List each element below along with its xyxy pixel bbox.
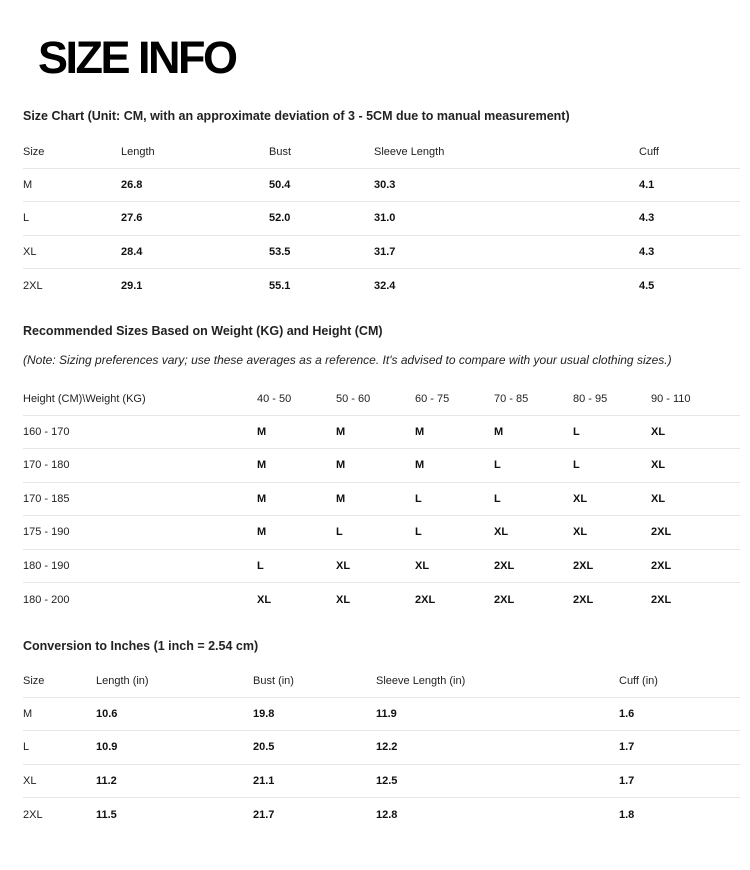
height-cell: 180 - 200 (23, 593, 70, 606)
table-cell: L (494, 459, 501, 472)
table-cell: 12.2 (376, 741, 398, 754)
size-chart-table (23, 136, 740, 302)
table-cell: 4.3 (639, 212, 655, 225)
size-cell: 2XL (23, 808, 43, 821)
column-header: Length (121, 145, 155, 158)
table-cell: 1.7 (619, 774, 635, 787)
table-cell: L (257, 559, 264, 572)
table-cell: XL (651, 425, 666, 438)
table-cell: L (336, 526, 343, 539)
inch-conversion-table (23, 665, 740, 831)
table-cell: 2XL (573, 559, 594, 572)
table-cell: 10.9 (96, 741, 118, 754)
table-cell: 2XL (651, 526, 672, 539)
recommended-size-table (23, 383, 740, 616)
column-header: Size (23, 674, 45, 687)
table-cell: 30.3 (374, 178, 396, 191)
table-row (23, 516, 740, 550)
table-cell: 53.5 (269, 245, 291, 258)
table-cell: 19.8 (253, 707, 275, 720)
column-header: Bust (269, 145, 292, 158)
table-row (23, 583, 740, 617)
height-cell: 160 - 170 (23, 425, 70, 438)
size-cell: M (23, 178, 33, 191)
size-cell: M (23, 707, 33, 720)
table-cell: XL (651, 492, 666, 505)
table-cell: L (494, 492, 501, 505)
table-cell: 4.3 (639, 245, 655, 258)
table-cell: M (415, 459, 425, 472)
table-cell: XL (573, 526, 588, 539)
table-cell: 28.4 (121, 245, 143, 258)
table-row (23, 482, 740, 516)
table-cell: XL (336, 593, 351, 606)
table-cell: 12.5 (376, 774, 398, 787)
table-row (23, 549, 740, 583)
size-chart-heading: Size Chart (Unit: CM, with an approximate deviation of 3 - 5CM due to manual measurement) (23, 109, 570, 123)
table-cell: 31.7 (374, 245, 396, 258)
column-header: 50 - 60 (336, 392, 371, 405)
table-row (23, 764, 740, 798)
table-cell: XL (494, 526, 509, 539)
column-header: Sleeve Length (374, 145, 445, 158)
height-cell: 170 - 185 (23, 492, 70, 505)
table-cell: 11.5 (96, 808, 117, 821)
table-cell: 55.1 (269, 279, 291, 292)
table-cell: 2XL (494, 559, 515, 572)
height-cell: 170 - 180 (23, 459, 70, 472)
table-cell: M (257, 526, 267, 539)
column-header: Length (in) (96, 674, 149, 687)
table-cell: L (573, 425, 580, 438)
table-cell: 26.8 (121, 178, 143, 191)
recommended-heading: Recommended Sizes Based on Weight (KG) and Height (CM) (23, 324, 383, 338)
table-cell: M (336, 459, 346, 472)
size-cell: XL (23, 774, 37, 787)
table-cell: 32.4 (374, 279, 396, 292)
table-cell: 52.0 (269, 212, 291, 225)
table-cell: 4.1 (639, 178, 655, 191)
table-cell: M (336, 425, 346, 438)
column-header: Sleeve Length (in) (376, 674, 466, 687)
table-cell: M (415, 425, 425, 438)
table-cell: 27.6 (121, 212, 143, 225)
table-cell: 4.5 (639, 279, 655, 292)
table-cell: 2XL (415, 593, 436, 606)
table-row (23, 235, 740, 269)
table-cell: 21.7 (253, 808, 275, 821)
table-row (23, 415, 740, 449)
recommended-note: (Note: Sizing preferences vary; use these averages as a reference. It's advised to compare with your usual clothing sizes.) (23, 353, 672, 367)
table-row (23, 449, 740, 483)
column-header: Cuff (in) (619, 674, 658, 687)
table-cell: L (415, 492, 422, 505)
table-cell: L (415, 526, 422, 539)
table-cell: 2XL (494, 593, 515, 606)
table-header-row (23, 383, 740, 415)
column-header: Height (CM)\Weight (KG) (23, 392, 146, 405)
table-cell: 1.7 (619, 741, 635, 754)
table-cell: 31.0 (374, 212, 396, 225)
column-header: 70 - 85 (494, 392, 529, 405)
table-cell: M (257, 492, 267, 505)
table-cell: XL (257, 593, 272, 606)
table-cell: XL (415, 559, 430, 572)
table-cell: 21.1 (253, 774, 275, 787)
table-cell: 2XL (651, 593, 672, 606)
column-header: 40 - 50 (257, 392, 292, 405)
table-cell: M (257, 425, 267, 438)
table-header-row (23, 136, 740, 168)
column-header: 60 - 75 (415, 392, 450, 405)
table-header-row (23, 665, 740, 697)
column-header: Size (23, 145, 45, 158)
table-cell: 2XL (573, 593, 594, 606)
table-row (23, 697, 740, 731)
column-header: 80 - 95 (573, 392, 608, 405)
table-row (23, 798, 740, 832)
column-header: Cuff (639, 145, 659, 158)
table-cell: 11.2 (96, 774, 117, 787)
size-cell: 2XL (23, 279, 43, 292)
column-header: 90 - 110 (651, 392, 691, 405)
table-cell: 12.8 (376, 808, 398, 821)
table-cell: XL (336, 559, 351, 572)
table-cell: M (336, 492, 346, 505)
table-cell: 50.4 (269, 178, 291, 191)
size-cell: L (23, 212, 30, 225)
table-cell: 10.6 (96, 707, 118, 720)
table-cell: 1.8 (619, 808, 635, 821)
table-cell: 2XL (651, 559, 672, 572)
table-row (23, 731, 740, 765)
size-cell: L (23, 741, 30, 754)
table-cell: M (257, 459, 267, 472)
height-cell: 175 - 190 (23, 526, 70, 539)
table-cell: XL (573, 492, 588, 505)
table-cell: 29.1 (121, 279, 143, 292)
table-cell: 1.6 (619, 707, 635, 720)
table-row (23, 269, 740, 303)
table-cell: XL (651, 459, 666, 472)
table-cell: 11.9 (376, 707, 397, 720)
size-cell: XL (23, 245, 37, 258)
table-cell: M (494, 425, 504, 438)
column-header: Bust (in) (253, 674, 294, 687)
table-row (23, 202, 740, 236)
height-cell: 180 - 190 (23, 559, 70, 572)
page-title: SIZE INFO (38, 32, 236, 83)
table-cell: L (573, 459, 580, 472)
table-cell: 20.5 (253, 741, 275, 754)
table-row (23, 168, 740, 202)
inches-heading: Conversion to Inches (1 inch = 2.54 cm) (23, 639, 259, 653)
